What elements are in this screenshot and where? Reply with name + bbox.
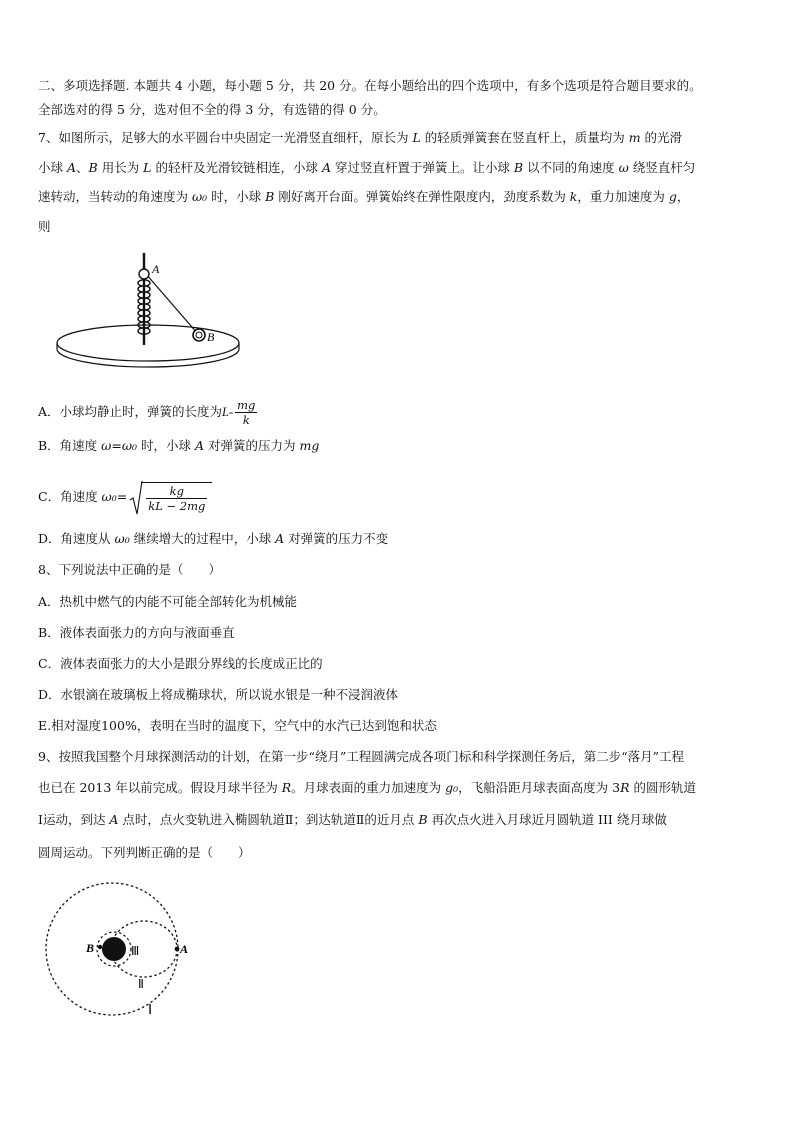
q8-option-a: A．热机中燃气的内能不可能全部转化为机械能 [38, 594, 298, 609]
point-a [175, 947, 180, 952]
q8-option-d: D．水银滴在玻璃板上将成椭球状，所以说水银是一种不浸润液体 [38, 687, 399, 702]
label-a: A [152, 262, 160, 276]
label-orbit-i: Ⅰ [148, 1003, 153, 1018]
section-header-line1: 二、多项选择题. 本题共 4 小题，每小题 5 分，共 20 分。在每小题给出的四个选项中，有多个选项是符合题目要求的。 [38, 78, 702, 93]
q7-turntable-figure [52, 245, 252, 370]
label-orbit-iii: Ⅲ [131, 944, 140, 958]
q7-option-c: C．角速度 ω₀= $\frac{kg}{kL - 2mg}$ [38, 482, 212, 513]
q7-stem-line4: 则 [38, 219, 51, 234]
ball-b [193, 329, 205, 341]
label-a: A [180, 942, 189, 956]
q9-stem-line2: 也已在 2013 年以前完成。假设月球半径为 R。月球表面的重力加速度为 g₀，飞船沿距月球表面高度为 3R 的圆形轨道 [38, 780, 696, 795]
q9-stem-line4: 圆周运动。下列判断正确的是（ ） [38, 845, 251, 860]
moon [102, 937, 126, 961]
q7-stem-line3: 速转动，当转动的角速度为 ω₀ 时，小球 B 刚好离开台面。弹簧始终在弹性限度内，劲度系数为 k，重力加速度为 g， [38, 189, 690, 204]
q7-option-d: D．角速度从 ω₀ 继续增大的过程中，小球 A 对弹簧的压力不变 [38, 531, 389, 546]
q8-stem: 8、下列说法中正确的是（ ） [38, 562, 221, 577]
point-b [98, 945, 102, 949]
q7-option-b: B．角速度 ω=ω₀ 时，小球 A 对弹簧的压力为 mg [38, 438, 320, 453]
q9-orbit-figure [40, 880, 220, 1020]
q8-option-b: B．液体表面张力的方向与液面垂直 [38, 625, 235, 640]
q8-option-c: C．液体表面张力的大小是跟分界线的长度成正比的 [38, 656, 323, 671]
q7-option-a: A．小球均静止时，弹簧的长度为L- $\frac{mg}{k}$ [38, 398, 256, 427]
q9-stem-line1: 9、按照我国整个月球探测活动的计划，在第一步“绕月”工程圆满完成各项门标和科学探测任务后，第二步“落月”工程 [38, 749, 685, 764]
label-b: B [207, 330, 215, 344]
q7-stem-line2: 小球 A、B 用长为 L 的轻杆及光滑铰链相连，小球 A 穿过竖直杆置于弹簧上。让小球 B 以不同的角速度 ω 绕竖直杆匀 [38, 160, 696, 175]
label-b: B [86, 941, 95, 955]
q7-stem-line1: 7、如图所示，足够大的水平圆台中央固定一光滑竖直细杆，原长为 L 的轻质弹簧套在竖直杆上，质量均为 m 的光滑 [38, 130, 683, 145]
section-header-line2: 全部选对的得 5 分，选对但不全的得 3 分，有选错的得 0 分。 [38, 102, 386, 117]
q8-option-e: E.相对湿度100%，表明在当时的温度下，空气中的水汽已达到饱和状态 [38, 718, 437, 733]
q9-stem-line3: Ⅰ运动，到达 A 点时，点火变轨进入椭圆轨道Ⅱ；到达轨道Ⅱ的近月点 B 再次点火进入月球近月圆轨道 III 绕月球做 [38, 812, 667, 827]
label-orbit-ii: Ⅱ [138, 977, 144, 991]
ball-a [139, 269, 149, 279]
